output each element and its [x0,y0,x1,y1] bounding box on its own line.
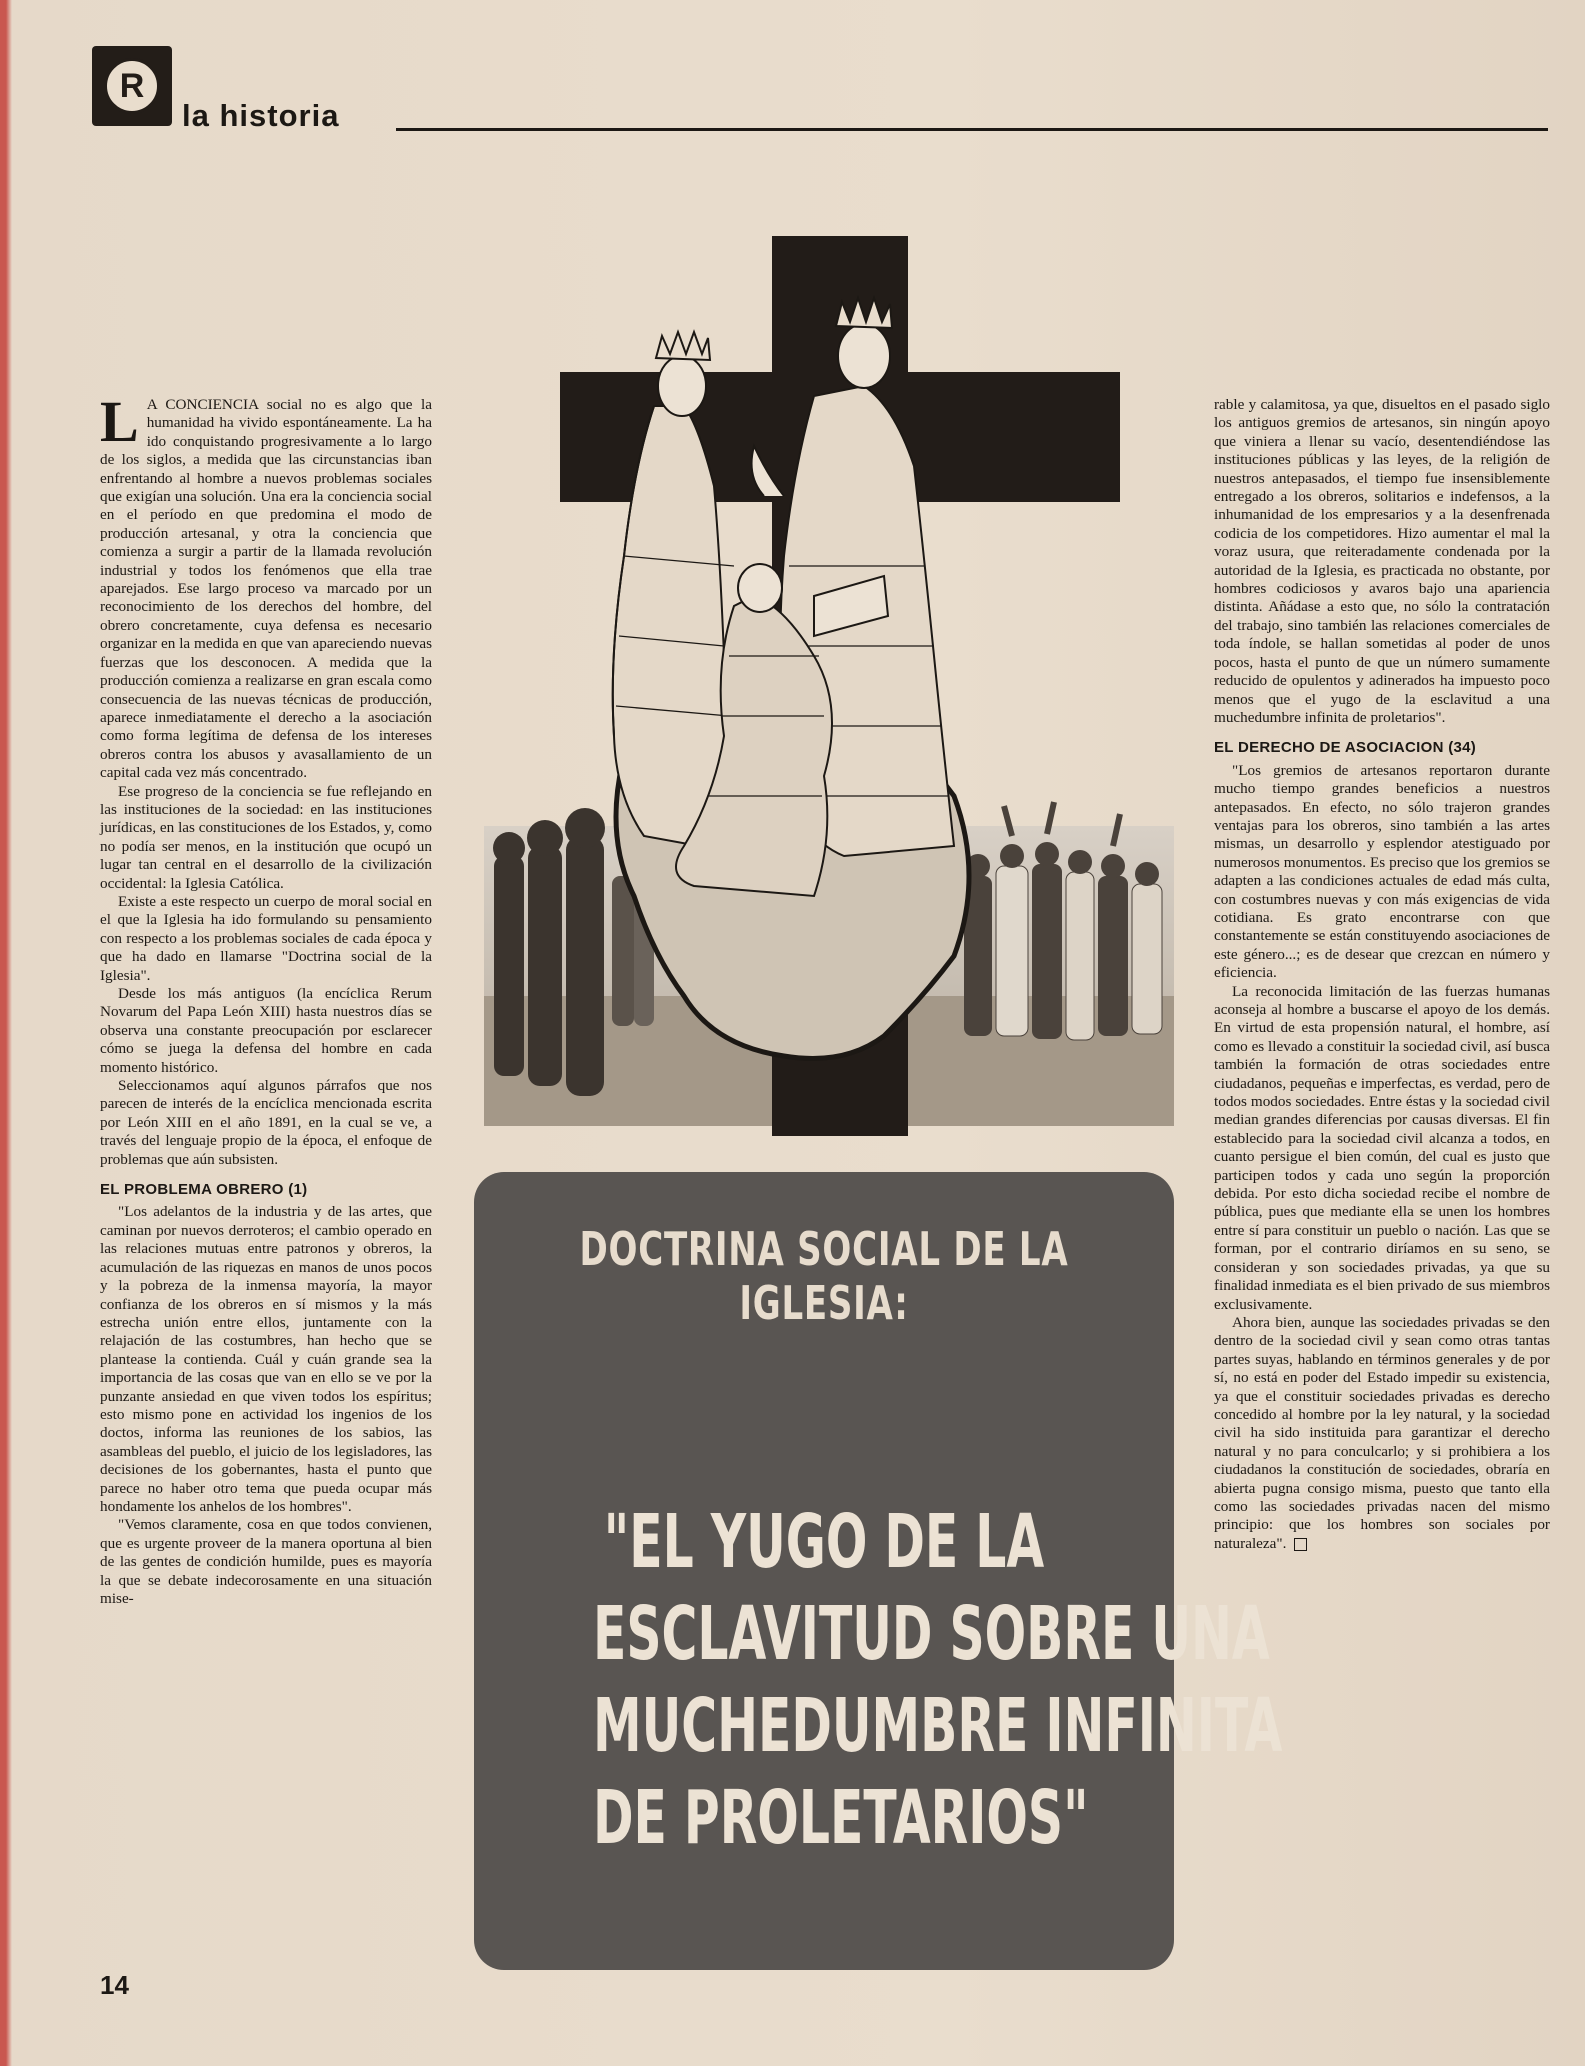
quote-box [474,1172,1283,1970]
drop-cap: L [100,389,139,454]
paragraph: Ese progreso de la conciencia se fue reflejando en las instituciones de la sociedad: en las instituciones jurídicas, en las constituciones de los Estados, y, como no podía ser menos, en la institución que ocupó un lugar tan central en el desarrollo de la civilización occidental: la Iglesia Católica. [100,782,432,892]
paragraph: La reconocida limitación de las fuerzas humanas aconseja al hombre a buscarse el apoyo de los demás. En virtud de esta propensión natural, el hombre, así como es llevado a constituir la sociedad civil, así busca también la formación de otras sociedades entre ciudadanos, pequeñas e imperfectas, es verdad, pero de todos modos sociedades. Entre éstas y la sociedad civil median grandes diferencias por causas diversas. El fin establecido para la sociedad civil alcanza a todos, en cuanto persigue el bien común, del cual es justo que participen todos y cada uno según la proporción debida. Por esto dicha sociedad recibe el nombre de pública, pues que mediante ella se unen los hombres entre sí para constituir un pueblo o nación. Las que se forman, por el contrario diríamos en su seno, se consideran y son sociedades privadas, ya que su finalidad inmediata es el bien privado de sus miembros exclusivamente. [1214,982,1550,1313]
subheading-derecho-asociacion: EL DERECHO DE ASOCIACION (34) [1214,739,1477,757]
paragraph: "Los adelantos de la industria y de las artes, que caminan por nuevos derroteros; el cambio operado en las relaciones mutuas entre patronos y obreros, la acumulación de las riquezas en manos de unos pocos y la pobreza de la inmensa mayoría, la mayor confianza de los obreros en sí mismos y la más estrecha unión entre ellos, juntamente con la relajación de las costumbres, han hecho que se plantease la contienda. Cuál y cuán grande sea la importancia de las cosas que van en ello se ve por la punzante ansiedad en que viven todos los espíritus; esto mismo pone en actividad los ingenios de los doctos, informa las reuniones de los sabios, las asambleas del pueblo, el juicio de los legisladores, las decisiones de los gobernantes, hasta el punto que parece no haber otro tema que pueda ocupar más hondamente los anhelos de los hombres". [100,1203,432,1515]
header-rule [396,128,1548,131]
box-quote [474,1496,1283,1864]
registered-logo-icon [92,46,172,126]
quote-line: "EL YUGO DE LA [603,1499,1045,1585]
background-texture [484,1292,517,1430]
logo-ring [104,58,160,114]
paragraph-final-text: Ahora bien, aunque las sociedades privadas se den dentro de la sociedad civil y sean como otras tantas partes suyas, hablando en términos generales y de por sí, no está en poder del Estado impedir su existencia, ya que el constituir sociedades privadas es derecho concedido al hombre por la ley natural, y la sociedad civil ha sido instituida para garantizar el derecho natural y no para conculcarlo; y si prohibiera a los ciudadanos la constitución de sociedades, obraría en abierta pugna consigo misma, puesto que tanto ella como las sociedades privadas nacen del mismo principio: que los hombres son sociales por naturaleza". [1214,1313,1550,1552]
paragraph: Existe a este respecto un cuerpo de moral social en el que la Iglesia ha ido formulando su pensamiento con respecto a los problemas sociales de cada época y que ha dado en llamarse "Doctrina social de la Iglesia". [100,892,432,984]
intro-paragraph [100,389,432,783]
paragraph-final [1214,1314,1550,1553]
end-mark-icon [1294,1538,1307,1551]
paragraph: "Los gremios de artesanos reportaron durante mucho tiempo grandes beneficios a nuestros antepasados. En efecto, no sólo trajeron grandes ventajas para los obreros, sino también a las artes mismas, un desarrollo y esplendor atestiguado por numerosos monumentos. Es preciso que los gremios se adapten a las condiciones actuales de edad más culta, con costumbres nuevas y con más exigencias de vida cotidiana. Es grato encontrarse con que constantemente se están constituyendo asociaciones de este género...; es de desear que crezcan en número y eficiencia. [1214,761,1550,982]
paragraph: Desde los más antiguos (la encíclica Rerum Novarum del Papa León XIII) hasta nuestros días se observa una constante preocupación por esclarecer cómo se juega la defensa del hombre en cada momento histórico. [100,985,432,1076]
quote-line: DE PROLETARIOS" [593,1775,1089,1861]
paragraph: "Vemos claramente, cosa en que todos convienen, que es urgente proveer de la manera oportuna al bien de las gentes de condición humilde, pues es mayoría la que se debate indecorosamente en una situación mise- [100,1516,432,1607]
quote-line: ESCLAVITUD SOBRE UNA [593,1591,1270,1677]
cross-illustration [484,236,1174,1136]
logo-letter: R [119,66,145,105]
intro-text: A CONCIENCIA social no es algo que la humanidad ha vivido espontáneamente. La ha ido conquistando progresivamente a lo largo de los siglos, a medida que las circunstancias iban enfrentando al hombre a nuevos problemas sociales que exigían una solución. Una era la conciencia social en el período en que predomina el modo de producción artesanal, y otra la conciencia que comienza a surgir a partir de la llamada revolución industrial y todos los fenómenos que ella trae aparejados. Ese largo proceso va marcado por un reconocimiento de los derechos del hombre, del obrero concretamente, cuya defensa es necesario organizar en la medida en que van apareciendo nuevas fuerzas que los desconocen. A medida que la producción comienza a realizarse en gran escala como consecuencia de las nuevas técnicas de producción, aparece inmediatamente el derecho a la asociación como forma legítima de defensa de los intereses obreros contra los abusos y avasallamiento de un capital cada vez más concentrado. [100,396,432,782]
left-column [100,389,432,1608]
paragraph: rable y calamitosa, ya que, disueltos en el pasado siglo los antiguos gremios de artesanos, sin ningún apoyo que viniera a llenar su vacío, desentendiéndose las instituciones públicas y las leyes, de la religión de nuestros antepasados, el tiempo fue insensiblemente entregado a los obreros, solitarios e indefensos, a la inhumanidad de los empresarios y a la desenfrenada codicia de los competidores. Hizo aumentar el mal la voraz usura, que reiteradamente condenada por la autoridad de la Iglesia, es practicada no obstante, por hombres codiciosos y avaros bajo una apariencia distinta. Añádase a esto que, no sólo la contratación del trabajo, sino también las relaciones comerciales de toda índole, se hallan sometidas al poder de unos pocos, hasta el punto de que un número sumamente reducido de opulentos y adinerados ha impuesto poco menos que el yugo de la esclavitud a una muchedumbre infinita de proletarios". [1214,396,1550,726]
box-heading: DOCTRINA SOCIAL DE LA IGLESIA: [579,1222,1069,1330]
section-title: la historia [182,98,340,133]
quote-line: MUCHEDUMBRE INFINITA [593,1683,1283,1769]
right-column [1214,396,1550,1553]
paragraph: Seleccionamos aquí algunos párrafos que nos parecen de interés de la encíclica mencionada escrita por León XIII en el año 1891, en la cual se ve, a través del lenguaje propio de la época, el enfoque de problemas que aún subsisten. [100,1077,432,1168]
page-number: 14 [100,1970,129,2000]
subheading-problema-obrero: EL PROBLEMA OBRERO (1) [100,1181,308,1199]
